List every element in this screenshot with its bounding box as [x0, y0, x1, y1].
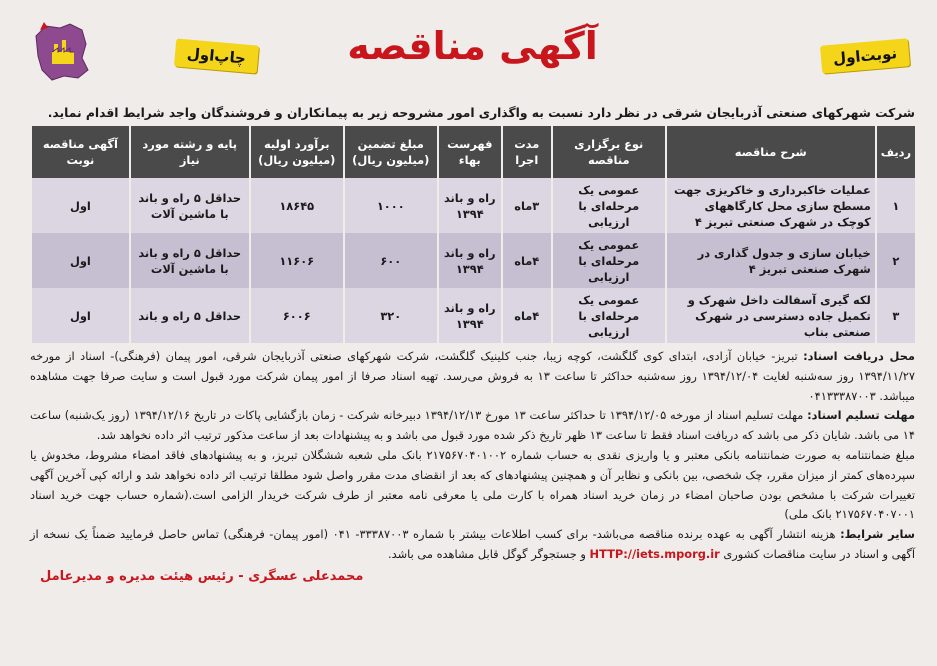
tender-table	[30, 126, 915, 343]
guarantee-paragraph: مبلغ ضمانتنامه به صورت ضمانتنامه بانکی معتبر و یا واریزی نقدی به حساب شماره ۲۱۷۵۶۷۰۴۰۱۰۰۲ بانک ملی شعبه ششگلان تبریز، و به پیشنهادهای فاقد امضاء مشروط، مخدوش یا سپرده‌های کمتر از میزان مقرر، چک شخصی، بین بانکی و نظایر آن و همچنین پیشنهادهای که بعد از انقضای مدت مقرر واصل شود مطلقا ترتیب اثر داده نخواهد شد و ارائه کپی آخرین آگهی تغییرات شرکت با مشخص بودن صاحبان امضاء در زمان خرید اسناد همراه با کارت ملی یا معرفی نامه معتبر از طرف شرکت خریدار الزامی است.(شماره حساب جهت خرید اسناد ۲۱۷۵۶۷۰۴۰۷۰۰۱ بانک ملی)	[30, 447, 915, 522]
col-grade: پایه و رشته مورد نیاز	[130, 126, 250, 178]
col-holding-type: نوع برگزاری مناقصه	[552, 126, 666, 178]
cell-holding-type: عمومی یک مرحله‌ای با ارزیابی	[552, 288, 666, 343]
cell-row-number: ۲	[876, 233, 915, 288]
cell-row-number: ۱	[876, 178, 915, 233]
other-text-2: و جستجوگر گوگل قابل مشاهده می باشد.	[387, 546, 586, 561]
cell-round: اول	[31, 233, 130, 288]
table-row	[31, 178, 915, 233]
cell-estimate: ۱۱۶۰۶	[250, 233, 344, 288]
cell-duration: ۴ماه	[502, 288, 552, 343]
cell-holding-type: عمومی یک مرحله‌ای با ارزیابی	[552, 233, 666, 288]
other-paragraph	[30, 525, 915, 565]
cell-round: اول	[31, 288, 130, 343]
cell-estimate: ۱۸۶۴۵	[250, 178, 344, 233]
receive-label: محل دریافت اسناد:	[803, 349, 915, 363]
cell-guarantee: ۱۰۰۰	[344, 178, 438, 233]
intro-text: شرکت شهرکهای صنعتی آذربایجان شرقی در نظر دارد نسبت به واگذاری امور مشروحه زیر به پیمانکاران و فروشندگان واجد شرایط اقدام نماید.	[47, 106, 915, 120]
receive-text: تبریز- خیابان آزادی، ابتدای کوی گلگشت، کوچه زیبا، جنب کلینیک گلگشت، شرکت شهرکهای صنعتی آذربایجان شرقی، امور پیمان (فرهنگی)- اسناد از مورخه ۱۳۹۴/۱۱/۲۷ روز سه‌شنبه لغایت ۱۳۹۴/۱۲/۰۴ روز سه‌شنبه حداکثر تا ساعت ۱۳ به فروش می‌رسد. تهیه اسناد صرفا از امور پیمان شرکت مورد قبول است و سایت صرفا جهت مشاهده میباشد. ۰۴۱۳۳۳۸۷۰۰۳	[30, 349, 915, 403]
cell-price-list: راه و باند ۱۳۹۴	[438, 288, 502, 343]
cell-description: لکه گیری آسفالت داخل شهرک و تکمیل جاده دسترسی در شهرک صنعتی بناب	[666, 288, 876, 343]
cell-grade: حداقل ۵ راه و باند با ماشین آلات	[130, 233, 250, 288]
other-text-1: هزینه انتشار آگهی به عهده برنده مناقصه می‌باشد- برای کسب اطلاعات بیشتر با شماره ۳۳۳۸۷۰۰۳- ۰۴۱ (امور پیمان- فرهنگی) تماس حاصل فرمایید ضمناً یک نسخه از آگهی و اسناد در سایت مناقصات کشوری	[30, 527, 915, 561]
col-price-list: فهرست بهاء	[438, 126, 502, 178]
notice-header	[30, 10, 915, 106]
cell-estimate: ۶۰۰۶	[250, 288, 344, 343]
col-round: آگهی مناقصه نوبت	[31, 126, 130, 178]
cell-duration: ۴ماه	[502, 233, 552, 288]
deadline-text: مهلت تسلیم اسناد از مورخه ۱۳۹۴/۱۲/۰۵ تا حداکثر ساعت ۱۳ مورخ ۱۳۹۴/۱۲/۱۳ دبیرخانه شرکت - زمان بازگشایی پاکات در تاریخ ۱۳۹۴/۱۲/۱۶ (روز یک‌شنبه) ساعت ۱۴ می باشد. شایان ذکر می باشد که دریافت اسناد فقط تا ساعت ۱۳ ظهر تاریخ ذکر شده مورد قبول می باشد و به پیشنهادات بعد از ساعت مذکور ترتیب اثر داده نخواهد شد.	[30, 408, 915, 443]
table-row	[31, 233, 915, 288]
cell-price-list: راه و باند ۱۳۹۴	[438, 233, 502, 288]
deadline-paragraph	[30, 406, 915, 446]
cell-duration: ۳ماه	[502, 178, 552, 233]
cell-grade: حداقل ۵ راه و باند	[130, 288, 250, 343]
cell-guarantee: ۶۰۰	[344, 233, 438, 288]
cell-grade: حداقل ۵ راه و باند با ماشین آلات	[130, 178, 250, 233]
col-estimate: برآورد اولیه (میلیون ریال)	[250, 126, 344, 178]
tender-site-link[interactable]: HTTP://iets.mporg.ir	[589, 546, 720, 561]
col-duration: مدت اجرا	[502, 126, 552, 178]
cell-holding-type: عمومی یک مرحله‌ای با ارزیابی	[552, 178, 666, 233]
cell-round: اول	[31, 178, 130, 233]
cell-row-number: ۳	[876, 288, 915, 343]
table-header-row	[31, 126, 915, 178]
col-description: شرح مناقصه	[666, 126, 876, 178]
receive-paragraph	[30, 347, 915, 406]
table-row	[31, 288, 915, 343]
deadline-label: مهلت تسلیم اسناد:	[807, 408, 916, 423]
cell-price-list: راه و باند ۱۳۹۴	[438, 178, 502, 233]
signature: محمدعلی عسگری - رئیس هیئت مدیره و مدیرعامل	[40, 568, 364, 584]
round-badge: نوبت‌اول	[820, 38, 910, 74]
notice-title: آگهی مناقصه	[347, 24, 598, 68]
cell-description: عملیات خاکبرداری و خاکریزی جهت مسطح سازی محل کارگاههای کوچک در شهرک صنعتی تبریز ۴	[666, 178, 876, 233]
col-guarantee: مبلغ تضمین (میلیون ریال)	[344, 126, 438, 178]
other-label: سایر شرایط:	[840, 527, 915, 542]
notice-body	[30, 347, 915, 565]
iran-map-logo-icon	[30, 18, 92, 84]
cell-guarantee: ۳۲۰	[344, 288, 438, 343]
cell-description: خیابان سازی و جدول گذاری در شهرک صنعتی تبریز ۴	[666, 233, 876, 288]
print-badge: چاپ‌اول	[174, 38, 259, 73]
col-row-number: ردیف	[876, 126, 915, 178]
